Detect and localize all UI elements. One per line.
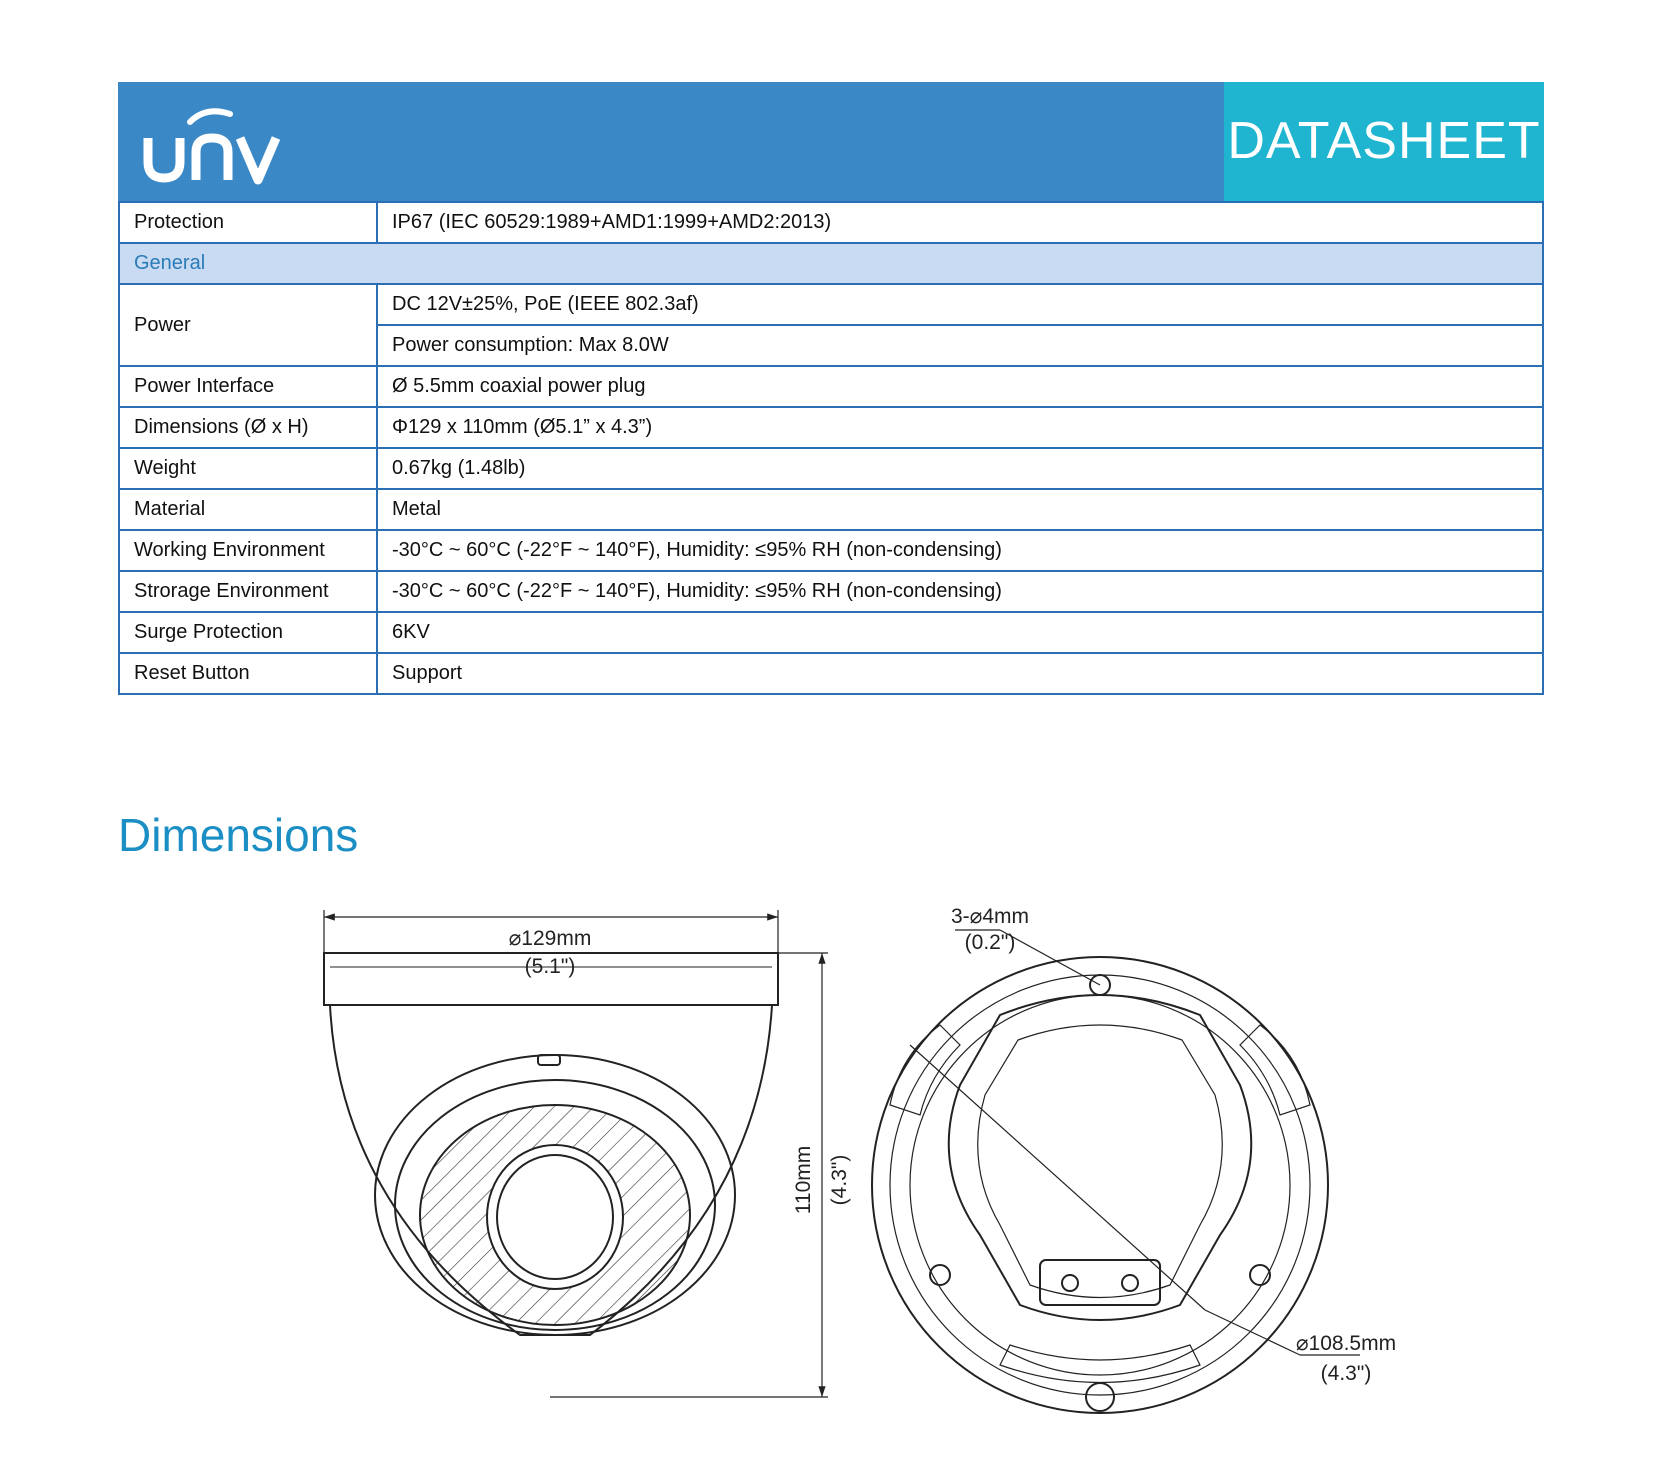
- spec-label: Weight: [119, 448, 377, 489]
- table-row: [119, 202, 1543, 243]
- header-banner: [118, 82, 1544, 201]
- table-row: [119, 284, 1543, 325]
- spec-value: -30°C ~ 60°C (-22°F ~ 140°F), Humidity: ≤95% RH (non-condensing): [377, 530, 1543, 571]
- table-row: [119, 448, 1543, 489]
- spec-label: Reset Button: [119, 653, 377, 694]
- datasheet-badge: DATASHEET: [1224, 82, 1544, 201]
- table-row: [119, 407, 1543, 448]
- spec-value: 6KV: [377, 612, 1543, 653]
- width-in-label: (5.1"): [524, 955, 576, 978]
- table-row: [119, 366, 1543, 407]
- spec-value: Φ129 x 110mm (Ø5.1” x 4.3”): [377, 407, 1543, 448]
- spec-value: Power consumption: Max 8.0W: [377, 325, 1543, 366]
- spec-label: Strorage Environment: [119, 571, 377, 612]
- spec-value: Support: [377, 653, 1543, 694]
- dimensions-heading: Dimensions: [118, 809, 359, 861]
- section-label: General: [119, 243, 1543, 284]
- table-row: [119, 612, 1543, 653]
- base-in-label: (4.3"): [1320, 1362, 1372, 1385]
- spec-label: Surge Protection: [119, 612, 377, 653]
- table-row: [119, 489, 1543, 530]
- spec-value: Ø 5.5mm coaxial power plug: [377, 366, 1543, 407]
- side-view: [324, 910, 828, 1397]
- spec-label: Protection: [119, 202, 377, 243]
- base-mm-label: ⌀108.5mm: [1295, 1332, 1397, 1355]
- spec-value: Metal: [377, 489, 1543, 530]
- dimension-drawing: [300, 905, 1400, 1425]
- height-mm-label: 110mm: [792, 1145, 815, 1215]
- unv-logo: [140, 100, 290, 186]
- spec-table: [118, 201, 1544, 695]
- table-row: [119, 653, 1543, 694]
- plan-view: [872, 930, 1360, 1413]
- table-row: [119, 530, 1543, 571]
- spec-label: Material: [119, 489, 377, 530]
- hole-mm-label: 3-⌀4mm: [951, 905, 1029, 928]
- spec-label: Working Environment: [119, 530, 377, 571]
- section-row-general: [119, 243, 1543, 284]
- spec-value: -30°C ~ 60°C (-22°F ~ 140°F), Humidity: ≤95% RH (non-condensing): [377, 571, 1543, 612]
- spec-value: IP67 (IEC 60529:1989+AMD1:1999+AMD2:2013): [377, 202, 1543, 243]
- width-mm-label: ⌀129mm: [508, 927, 592, 950]
- hole-in-label: (0.2"): [964, 931, 1016, 954]
- spec-label: Power: [119, 284, 377, 366]
- height-in-label: (4.3"): [828, 1154, 851, 1206]
- spec-value: 0.67kg (1.48lb): [377, 448, 1543, 489]
- table-row: [119, 571, 1543, 612]
- spec-value: DC 12V±25%, PoE (IEEE 802.3af): [377, 284, 1543, 325]
- spec-label: Dimensions (Ø x H): [119, 407, 377, 448]
- spec-label: Power Interface: [119, 366, 377, 407]
